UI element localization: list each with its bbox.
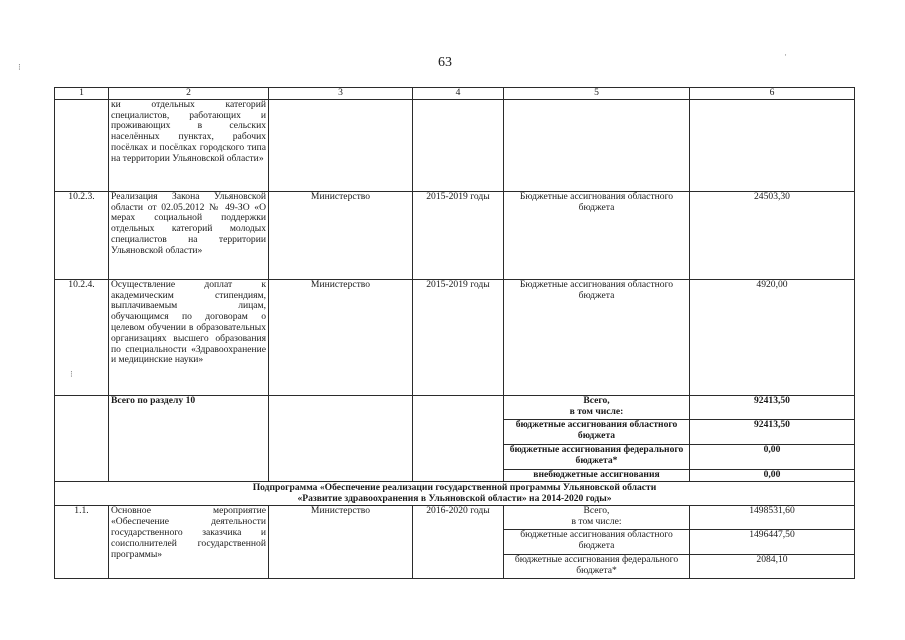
- amount-cell: 2084,10: [690, 555, 855, 579]
- cell-amount: [690, 99, 855, 191]
- activity-name-cell: Осуществление доплат к академическим стипендиям, выплачиваемым лицам, обучающимся по договорам о целевом обучении в образовательных организациях высшего образования по специальности «Здравоохранение и медицинские науки»: [109, 279, 269, 395]
- period-cell: 2016-2020 годы: [413, 506, 504, 579]
- activity-name-cell: ки отдельных категорий специалистов, работающих и проживающих в сельских населённых пунктах, рабочих посёлках и посёлках городского типа на территории Ульяновской области»: [109, 99, 269, 191]
- row-number: 10.2.4.: [55, 279, 109, 395]
- amount-cell: 1498531,60: [690, 506, 855, 530]
- funding-source-cell: внебюджетные ассигнования: [504, 469, 690, 481]
- table-row: [55, 191, 855, 279]
- funding-source-cell: Всего, в том числе:: [504, 395, 690, 419]
- row-number: 10.2.3.: [55, 191, 109, 279]
- amount-cell: 92413,50: [690, 419, 855, 444]
- amount-cell: 0,00: [690, 469, 855, 481]
- column-header: 4: [413, 88, 504, 100]
- column-header: 2: [109, 88, 269, 100]
- funding-source-cell: бюджетные ассигнования федерального бюджета*: [504, 444, 690, 469]
- cell-source: [504, 99, 690, 191]
- period-cell: 2015-2019 годы: [413, 191, 504, 279]
- period-cell: 2015-2019 годы: [413, 279, 504, 395]
- funding-source-cell: Бюджетные ассигнования областного бюджета: [504, 191, 690, 279]
- subprogram-title: Подпрограмма «Обеспечение реализации государственной программы Ульяновской области «Развитие здравоохранения в Ульяновской области» на 2014-2020 годы»: [55, 481, 855, 506]
- table-row: [55, 279, 855, 395]
- row-number: 1.1.: [55, 506, 109, 579]
- cell-executor: [269, 99, 413, 191]
- funding-source-cell: Всего, в том числе:: [504, 506, 690, 530]
- cell-executor: [269, 395, 413, 481]
- scan-speck: ⁝: [18, 62, 21, 72]
- funding-source-cell: бюджетные ассигнования областного бюджета: [504, 530, 690, 555]
- cell-num: [55, 395, 109, 481]
- funding-source-cell: бюджетные ассигнования федерального бюджета*: [504, 555, 690, 579]
- funding-source-cell: Бюджетные ассигнования областного бюджета: [504, 279, 690, 395]
- executor-cell: Министерство: [269, 191, 413, 279]
- column-header: 1: [55, 88, 109, 100]
- activity-name-cell: Основное мероприятие «Обеспечение деятельности государственного заказчика и соисполнителей государственной программы»: [109, 506, 269, 579]
- scan-speck: ·: [784, 50, 787, 60]
- budget-table: [54, 87, 855, 579]
- amount-cell: 24503,30: [690, 191, 855, 279]
- column-header: 5: [504, 88, 690, 100]
- continued-row: [55, 99, 855, 191]
- amount-cell: 4920,00: [690, 279, 855, 395]
- section-total-row: [55, 395, 855, 419]
- scan-speck: ⁝: [70, 369, 73, 379]
- funding-source-cell: бюджетные ассигнования областного бюджета: [504, 419, 690, 444]
- section-total-label: Всего по разделу 10: [109, 395, 269, 481]
- cell-period: [413, 395, 504, 481]
- executor-cell: Министерство: [269, 506, 413, 579]
- column-header: 3: [269, 88, 413, 100]
- amount-cell: 0,00: [690, 444, 855, 469]
- amount-cell: 92413,50: [690, 395, 855, 419]
- amount-cell: 1496447,50: [690, 530, 855, 555]
- subprogram-title-row: [55, 481, 855, 506]
- column-header-row: [55, 88, 855, 100]
- executor-cell: Министерство: [269, 279, 413, 395]
- activity-row: [55, 506, 855, 530]
- cell-period: [413, 99, 504, 191]
- column-header: 6: [690, 88, 855, 100]
- activity-name-cell: Реализация Закона Ульяновской области от 02.05.2012 № 49-ЗО «О мерах социальной поддержки отдельных категорий молодых специалистов на территории Ульяновской области»: [109, 191, 269, 279]
- cell-num: [55, 99, 109, 191]
- page-number: 63: [438, 55, 452, 70]
